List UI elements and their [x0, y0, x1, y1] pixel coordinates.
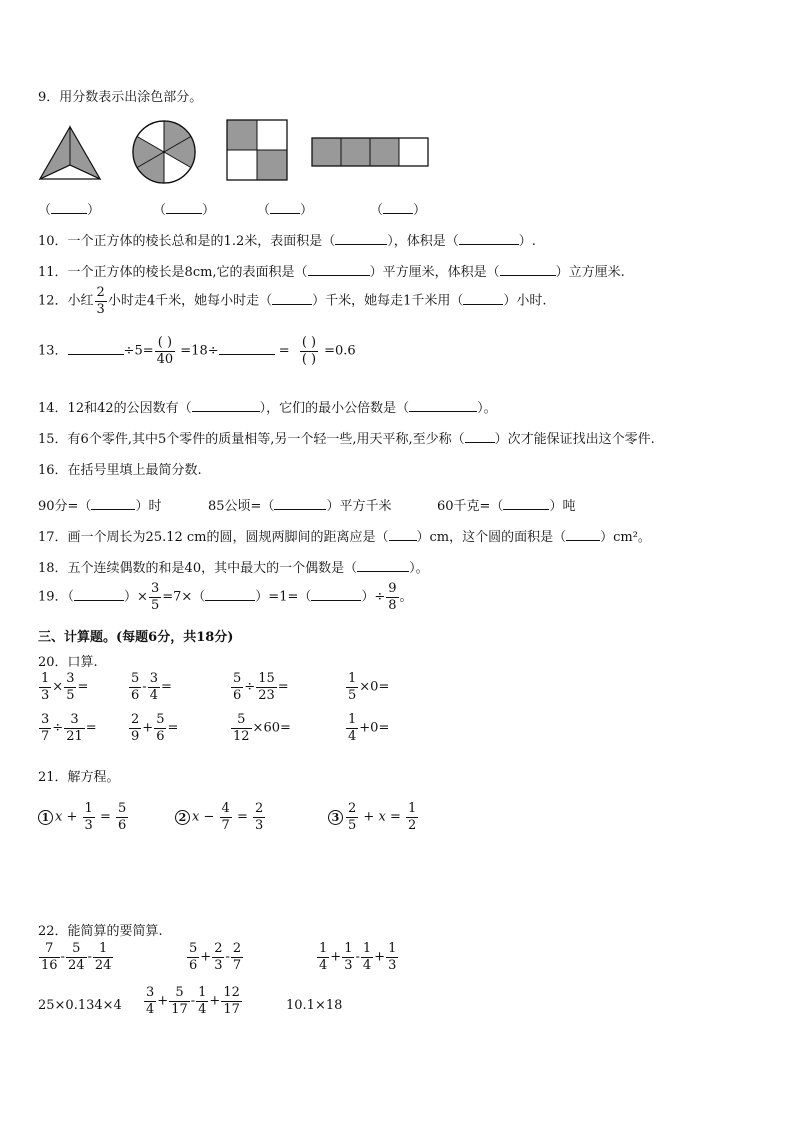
q15-blank[interactable]	[465, 431, 495, 443]
q21-text: 21．解方程。	[38, 770, 120, 785]
q19-blank-2[interactable]	[205, 589, 255, 601]
fraction: $\frac{5}{24}$	[67, 941, 85, 973]
fraction: $\frac{1}{24}$	[94, 941, 112, 973]
section-3-title: 三、计算题。(每题6分，共18分)	[38, 630, 234, 645]
operator: ÷	[52, 720, 64, 736]
equals-sign: =	[85, 720, 97, 736]
q9-answer-3[interactable]: （ ）	[257, 203, 314, 218]
equals-sign: =	[160, 679, 172, 695]
q20-item	[128, 672, 172, 702]
q10-blank-2[interactable]	[459, 233, 519, 245]
fraction: $\frac{2}{9}$	[131, 712, 140, 744]
triangle-figure	[38, 125, 102, 181]
operator: -	[355, 949, 360, 965]
q16-part-2: 85公顷=（ ）平方千米	[208, 499, 392, 514]
q9-text: 9．用分数表示出涂色部分。	[38, 90, 203, 105]
q14-blank-2[interactable]	[409, 400, 477, 412]
q19-fraction-2: $\frac{9}{8}$	[388, 581, 397, 613]
fraction: $\frac{5}{12}$	[233, 712, 250, 744]
fraction: $\frac{3}{4}$	[146, 985, 155, 1017]
circle-figure	[131, 119, 197, 185]
operator: -	[60, 949, 65, 965]
operator: +0=	[359, 720, 390, 736]
q22-expression-4: 25×0.134×4	[38, 998, 122, 1013]
fraction: $\frac{5}{6}$	[131, 671, 140, 703]
q12-fraction: $\frac{2}{3}$	[96, 285, 105, 317]
strip-figure	[311, 137, 429, 167]
q10-blank-1[interactable]	[335, 233, 387, 245]
fraction: $\frac{1}{4}$	[362, 941, 372, 973]
operator: ×	[52, 679, 64, 695]
q20-item	[128, 713, 178, 743]
equals-sign: =	[167, 720, 179, 736]
fraction: $\frac{1}{4}$	[319, 941, 328, 973]
operator: ÷	[244, 679, 256, 695]
q19-blank-3[interactable]	[311, 589, 361, 601]
fraction: $\frac{1}{3}$	[388, 941, 397, 973]
q13-blank-2[interactable]	[219, 343, 275, 355]
fraction: $\frac{5}{17}$	[171, 985, 188, 1017]
q22-text: 22．能简算的要简算.	[38, 924, 163, 939]
q13-fraction-1[interactable]: $\frac{( )}{40}$	[156, 335, 174, 367]
fraction: $\frac{12}{17}$	[223, 985, 240, 1017]
fraction: $\frac{15}{23}$	[258, 671, 275, 703]
q21-equation-1: 1 x + $\frac{1}{3}$ = $\frac{5}{6}$	[38, 802, 129, 832]
operator: +	[142, 720, 154, 736]
square-figure	[226, 119, 288, 181]
q11-blank-1[interactable]	[308, 264, 370, 276]
q21-equation-3: 3 $\frac{2}{5}$ + x = $\frac{1}{2}$	[328, 802, 419, 832]
q16-text: 16．在括号里填上最简分数.	[38, 463, 202, 478]
q22-expression-1	[38, 942, 114, 972]
q11: 11．一个正方体的棱长是8cm,它的表面积是（ ）平方厘米，体积是（ ）立方厘米.	[38, 265, 625, 280]
fraction: $\frac{1}{4}$	[348, 712, 357, 744]
q12: 12．小红 $\frac{2}{3}$ 小时走4千米，她每小时走（ ）千米，她每走1千米用（ ）小时.	[38, 285, 547, 317]
q14-blank-1[interactable]	[192, 400, 260, 412]
operator: +	[374, 949, 386, 965]
q17: 17．画一个周长为25.12 cm的圆，圆规两脚间的距离应是（ ）cm，这个圆的面积是（ ）cm²。	[38, 530, 651, 545]
fraction: $\frac{5}{6}$	[156, 712, 165, 744]
operator: +	[209, 993, 221, 1009]
operator: ×60=	[252, 720, 291, 736]
q22-expression-2	[186, 942, 244, 972]
q13: 13． ÷5= $\frac{( )}{40}$ =18÷ = $\frac{( )}{( )}$ =0.6	[38, 335, 356, 367]
q15: 15．有6个零件,其中5个零件的质量相等,另一个轻一些,用天平称,至少称（ ）次才能保证找出这个零件.	[38, 432, 655, 447]
q9-answer-1[interactable]: （ ）	[38, 203, 101, 218]
operator: -	[190, 993, 196, 1009]
q13-fraction-2[interactable]: $\frac{( )}{( )}$	[301, 335, 317, 367]
q18-blank[interactable]	[357, 560, 409, 572]
fraction: $\frac{3}{5}$	[66, 671, 75, 703]
q12-blank-2[interactable]	[463, 293, 503, 305]
fraction: $\frac{2}{7}$	[232, 941, 242, 973]
q19: 19．（ ）× $\frac{3}{5}$ =7×（ ）=1=（ ）÷ $\frac{9}{8}$ 。	[38, 581, 413, 613]
fraction: $\frac{1}{3}$	[41, 671, 50, 703]
q19-fraction-1: $\frac{3}{5}$	[150, 581, 160, 613]
fraction: $\frac{3}{21}$	[66, 712, 83, 744]
q20-item	[230, 672, 289, 702]
q16-part-3: 60千克=（ ）吨	[437, 499, 576, 514]
operator: ×0=	[359, 679, 390, 695]
operator: -	[225, 949, 230, 965]
operator: +	[200, 949, 212, 965]
q19-blank-1[interactable]	[74, 589, 124, 601]
fraction: $\frac{2}{3}$	[214, 941, 223, 973]
q20-item	[38, 672, 88, 702]
fraction: $\frac{3}{7}$	[41, 712, 50, 744]
q22-expression-3	[316, 942, 399, 972]
q17-blank-2[interactable]	[566, 529, 600, 541]
q9-answer-4[interactable]: （ ）	[370, 203, 427, 218]
q22-expression-6: 10.1×18	[286, 998, 343, 1013]
q9-answer-2[interactable]: （ ）	[153, 203, 216, 218]
q21-equation-2: 2 x − $\frac{4}{7}$ = $\frac{2}{3}$	[175, 802, 266, 832]
q20-item	[38, 713, 97, 743]
fraction: $\frac{5}{6}$	[189, 941, 198, 973]
q20-item	[230, 713, 291, 743]
q12-blank-1[interactable]	[272, 293, 312, 305]
q16-part-1: 90分=（ ）时	[38, 499, 162, 514]
operator: +	[157, 993, 169, 1009]
q10: 10．一个正方体的棱长总和是的1.2米，表面积是（ ），体积是（ ）.	[38, 234, 536, 249]
q17-blank-1[interactable]	[389, 529, 417, 541]
equals-sign: =	[77, 679, 89, 695]
fraction: $\frac{1}{5}$	[348, 671, 357, 703]
q16-blank-2[interactable]	[274, 498, 326, 510]
q20-item	[345, 713, 389, 743]
operator: +	[330, 949, 342, 965]
q16-blank-3[interactable]	[503, 498, 549, 510]
q18: 18．五个连续偶数的和是40，其中最大的一个偶数是（ ）。	[38, 561, 429, 576]
operator: -	[87, 949, 92, 965]
q20-text: 20．口算.	[38, 655, 98, 670]
q13-blank-1[interactable]	[68, 343, 124, 355]
q11-blank-2[interactable]	[500, 264, 556, 276]
equals-sign: =	[277, 679, 289, 695]
fraction: $\frac{1}{4}$	[198, 985, 207, 1017]
operator: -	[142, 679, 147, 695]
q14: 14．12和42的公因数有（ ），它们的最小公倍数是（ ）。	[38, 401, 497, 416]
fraction: $\frac{7}{16}$	[41, 941, 58, 973]
q20-item	[345, 672, 389, 702]
q22-expression-5	[143, 986, 243, 1016]
q16-blank-1[interactable]	[91, 498, 135, 510]
fraction: $\frac{1}{3}$	[344, 941, 353, 973]
fraction: $\frac{5}{6}$	[233, 671, 242, 703]
fraction: $\frac{3}{4}$	[149, 671, 158, 703]
